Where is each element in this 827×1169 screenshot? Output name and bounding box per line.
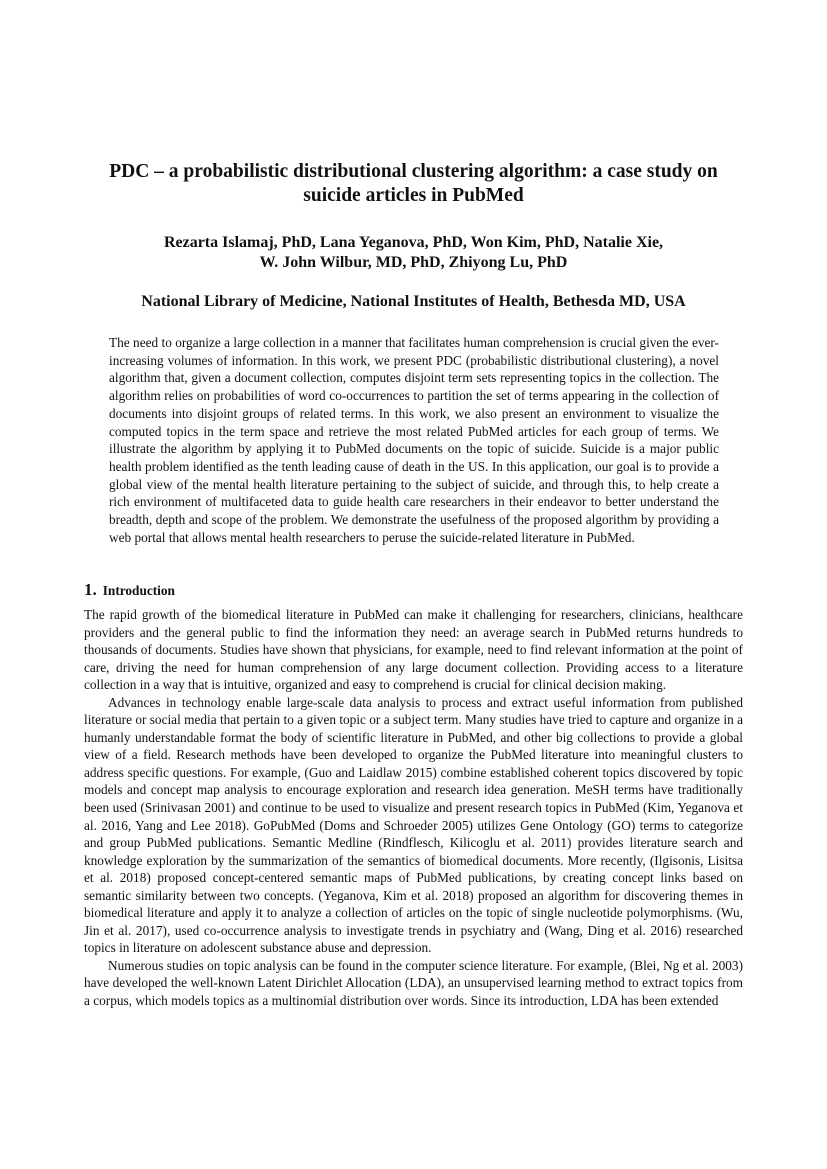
paragraph: Advances in technology enable large-scale data analysis to process and extract useful information from published literature or social media that pertain to a given topic or a subject term. Many studies have tried to capture and organize in a humanly understandable format the body of scientific literature in PubMed, and other big collections to provide a global view of a field. Research methods have been developed to organize the PubMed literature into meaningful clusters to address specific questions. For example, (Guo and Laidlaw 2015) combine established coherent topics discovered by topic models and concept map analysis to encourage exploration and research idea generation. MeSH terms have traditionally been used (Srinivasan 2001) and continue to be used to visualize and present research topics in PubMed (Kim, Yeganova et al. 2016, Yang and Lee 2018). GoPubMed (Doms and Schroeder 2005) utilizes Gene Ontology (GO) terms to categorize and group PubMed publications. Semantic Medline (Rindflesch, Kilicoglu et al. 2011) provides literature search and knowledge exploration by the summarization of the semantics of biomedical documents. More recently, (Ilgisonis, Lisitsa et al. 2018) proposed concept-centered semantic maps of PubMed publications, by creating concept links based on semantic similarity between two concepts. (Yeganova, Kim et al. 2018) proposed an algorithm for discovering themes in biomedical literature and apply it to analyze a collection of articles on the topic of single nucleotide polymorphisms. (Wu, Jin et al. 2017), used co-occurrence analysis to investigate trends in psychiatry and (Wang, Ding et al. 2016) researched topics in literature on adolescent substance abuse and depression.	[84, 694, 743, 956]
paragraph: The rapid growth of the biomedical literature in PubMed can make it challenging for researchers, clinicians, healthcare providers and the general public to find the information they need: an average search in PubMed returns hundreds to thousands of documents. Studies have shown that physicians, for example, need to find relevant information at the point of care, driving the need for human comprehension of any large document collection. Providing access to a literature collection in a way that is intuitive, organized and easy to comprehend is crucial for clinical decision making.	[84, 607, 743, 693]
author-list	[80, 233, 747, 273]
section-title: Introduction	[102, 583, 175, 598]
paragraph: Numerous studies on topic analysis can be found in the computer science literature. For example, (Blei, Ng et al. 2003) have developed the well-known Latent Dirichlet Allocation (LDA), an unsupervised learning method to extract topics from a corpus, which models topics as a multinomial distribution over words. Since its introduction, LDA has been extended	[84, 957, 743, 1009]
author-line-2: W. John Wilbur, MD, PhD, Zhiyong Lu, PhD	[259, 254, 568, 271]
introduction-body	[84, 606, 743, 1010]
section-number: 1.	[84, 580, 97, 599]
paper-title: PDC – a probabilistic distributional clustering algorithm: a case study on suicide articles in PubMed	[109, 161, 718, 206]
section-heading-introduction	[84, 580, 175, 602]
abstract: The need to organize a large collection in a manner that facilitates human comprehension is crucial given the ever-increasing volumes of information. In this work, we present PDC (probabilistic distributional clustering), a novel algorithm that, given a document collection, computes disjoint term sets representing topics in the collection. The algorithm relies on probabilities of word co-occurrences to partition the set of terms appearing in the collection of documents into disjoint groups of related terms. In this work, we also present an environment to visualize the computed topics in the term space and retrieve the most related PubMed articles for each group of terms. We illustrate the algorithm by applying it to PubMed documents on the topic of suicide. Suicide is a major public health problem identified as the tenth leading cause of death in the US. In this application, our goal is to provide a global view of the mental health literature pertaining to the subject of suicide, and through this, to help create a rich environment of multifaceted data to guide health care researchers in their endeavor to better understand the breadth, depth and scope of the problem. We demonstrate the usefulness of the proposed algorithm by providing a web portal that allows mental health researchers to peruse the suicide-related literature in PubMed.	[109, 335, 719, 545]
affiliation: National Library of Medicine, National Institutes of Health, Bethesda MD, USA	[141, 293, 686, 310]
author-line-1: Rezarta Islamaj, PhD, Lana Yeganova, PhD, Won Kim, PhD, Natalie Xie,	[163, 234, 664, 251]
